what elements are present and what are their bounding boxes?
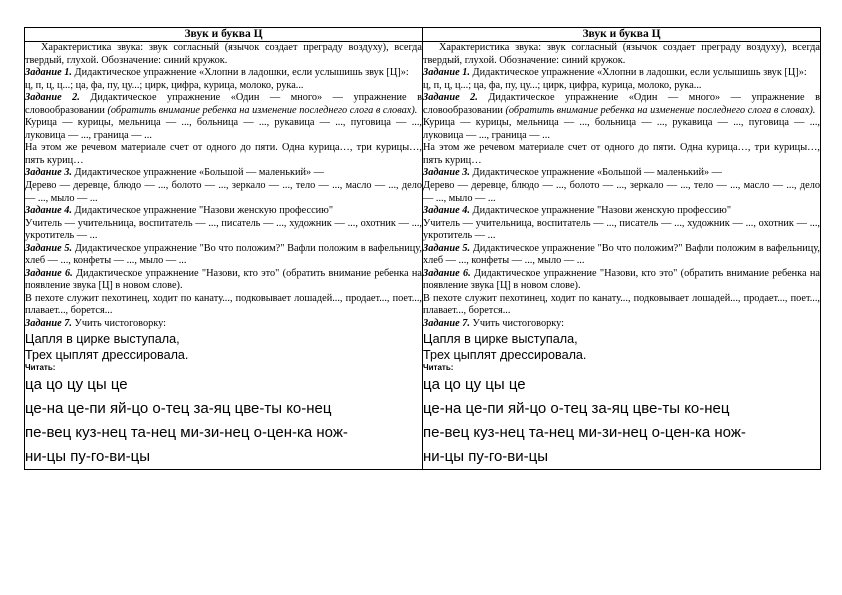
syllable-line-4: ни-цы пу-го-ви-цы: [25, 447, 151, 465]
task-6-text: Дидактическое упражнение "Назови, кто это" (обратить внимание ребенка на появление звука [Ц] в новом слове).: [423, 267, 820, 292]
task-2-label: Задание 2.: [423, 92, 478, 104]
task-2-words: Курица — курицы, мельница — ..., больница — ..., рукавица — ..., пуговица — ..., луковица — ..., граница — ...: [423, 117, 820, 141]
task-6-label: Задание 6.: [25, 267, 73, 279]
tongue-twister-line-2: Трех цыплят дрессировала.: [25, 347, 189, 362]
task-5-label: Задание 5.: [423, 242, 471, 254]
task-4-words: Учитель — учительница, воспитатель — ..., писатель — ..., художник — ..., охотник — ..., укротитель — ...: [423, 217, 820, 242]
task-3: [25, 167, 422, 180]
syllable-line-1: ца цо цу цы це: [25, 375, 128, 393]
read-label: Читать:: [25, 362, 56, 372]
task-1-words: ц, п, ц, ц...; ца, фа, пу, цу...; цирк, цифра, курица, молоко, рука...: [25, 79, 304, 91]
task-2-count: На этом же речевом материале счет от одного до пяти. Одна курица…, три курицы…, пять куриц…: [423, 142, 820, 166]
task-3-label: Задание 3.: [25, 167, 72, 179]
task-2-label: Задание 2.: [25, 92, 80, 104]
task-4: [423, 205, 820, 218]
task-3-text: Дидактическое упражнение «Большой — маленький» —: [71, 167, 324, 179]
syllable-line-2: це-на це-пи яй-цо о-тец за-яц цве-ты ко-нец: [25, 399, 332, 417]
task-4-text: Дидактическое упражнение "Назови женскую профессию": [71, 205, 334, 217]
task-4-label: Задание 4.: [423, 205, 470, 217]
task-7: [423, 318, 820, 331]
task-3: [423, 167, 820, 180]
left-column-title: Звук и буква Ц: [25, 28, 423, 42]
task-1: [423, 67, 820, 80]
task-3-label: Задание 3.: [423, 167, 470, 179]
tongue-twister-line-1: Цапля в цирке выступала,: [423, 331, 578, 346]
task-2-note: (обратить внимание ребенка на изменение последнего слога в словах).: [107, 104, 418, 116]
task-6-label: Задание 6.: [423, 267, 471, 279]
task-1-label: Задание 1.: [423, 67, 470, 79]
sound-intro: Характеристика звука: звук согласный (язычок создает преграду воздуху), всегда твердый, глухой. Обозначение: синий кружок.: [25, 42, 422, 66]
task-5-label: Задание 5.: [25, 242, 73, 254]
task-5-text: Дидактическое упражнение "Во что положим?" Вафли положим в вафельницу, хлеб — ..., конфеты — ..., мыло — ...: [25, 242, 422, 267]
task-5: [423, 243, 820, 268]
task-4-label: Задание 4.: [25, 205, 72, 217]
task-4: [25, 205, 422, 218]
tongue-twister-line-1: Цапля в цирке выступала,: [25, 331, 180, 346]
task-1: [25, 67, 422, 80]
task-4-words: Учитель — учительница, воспитатель — ..., писатель — ..., художник — ..., охотник — ..., укротитель — ...: [25, 217, 422, 242]
sound-intro: Характеристика звука: звук согласный (язычок создает преграду воздуху), всегда твердый, глухой. Обозначение: синий кружок.: [423, 42, 820, 66]
task-6: [423, 268, 820, 293]
right-column-title: Звук и буква Ц: [423, 28, 821, 42]
task-3-words: Дерево — деревце, блюдо — ..., болото — ..., зеркало — ..., тело — ..., масло — ..., дело — ..., мыло — ...: [423, 180, 820, 204]
task-5-text: Дидактическое упражнение "Во что положим?" Вафли положим в вафельницу, хлеб — ..., конфеты — ..., мыло — ...: [423, 242, 820, 267]
task-1-words: ц, п, ц, ц...; ца, фа, пу, цу...; цирк, цифра, курица, молоко, рука...: [423, 79, 702, 91]
syllable-line-1: ца цо цу цы це: [423, 375, 526, 393]
task-2: [423, 92, 820, 117]
task-2-note: (обратить внимание ребенка на изменение последнего слога в словах).: [505, 104, 816, 116]
task-2-words: Курица — курицы, мельница — ..., больница — ..., рукавица — ..., пуговица — ..., луковица — ..., граница — ...: [25, 117, 422, 141]
task-3-text: Дидактическое упражнение «Большой — маленький» —: [469, 167, 722, 179]
task-6-text: Дидактическое упражнение "Назови, кто это" (обратить внимание ребенка на появление звука [Ц] в новом слове).: [25, 267, 422, 292]
task-7-text: Учить чистоговорку:: [71, 318, 166, 330]
task-3-words: Дерево — деревце, блюдо — ..., болото — ..., зеркало — ..., тело — ..., масло — ..., дело — ..., мыло — ...: [25, 180, 422, 204]
task-7-label: Задание 7.: [25, 318, 72, 330]
task-5: [25, 243, 422, 268]
task-1-label: Задание 1.: [25, 67, 72, 79]
task-2: [25, 92, 422, 117]
left-column-body: [25, 42, 423, 470]
syllable-line-4: ни-цы пу-го-ви-цы: [423, 447, 549, 465]
task-7: [25, 318, 422, 331]
tongue-twister-line-2: Трех цыплят дрессировала.: [423, 347, 587, 362]
task-6: [25, 268, 422, 293]
task-2-text: Дидактическое упражнение «Один — много» — упражнение в словообразовании: [423, 92, 820, 116]
task-2-count: На этом же речевом материале счет от одного до пяти. Одна курица…, три курицы…, пять куриц…: [25, 142, 422, 166]
read-label: Читать:: [423, 362, 454, 372]
task-7-text: Учить чистоговорку:: [469, 318, 564, 330]
task-7-label: Задание 7.: [423, 318, 470, 330]
syllable-line-2: це-на це-пи яй-цо о-тец за-яц цве-ты ко-нец: [423, 399, 730, 417]
syllable-line-3: пе-вец куз-нец та-нец ми-зи-нец о-цен-ка нож-: [25, 423, 348, 441]
task-6-words: В пехоте служит пехотинец, ходит по канату..., подковывает лошадей..., продает..., поет..., плавает..., борется...: [423, 292, 820, 317]
task-6-words: В пехоте служит пехотинец, ходит по канату..., подковывает лошадей..., продает..., поет..., плавает..., борется...: [25, 292, 422, 317]
task-4-text: Дидактическое упражнение "Назови женскую профессию": [469, 205, 732, 217]
title-row: [25, 28, 821, 42]
task-1-text: Дидактическое упражнение «Хлопни в ладошки, если услышишь звук [Ц]»:: [469, 67, 807, 79]
task-2-text: Дидактическое упражнение «Один — много» — упражнение в словообразовании: [25, 92, 422, 116]
worksheet-table: [24, 27, 821, 470]
syllable-line-3: пе-вец куз-нец та-нец ми-зи-нец о-цен-ка нож-: [423, 423, 746, 441]
content-row: [25, 42, 821, 470]
right-column-body: [423, 42, 821, 470]
task-1-text: Дидактическое упражнение «Хлопни в ладошки, если услышишь звук [Ц]»:: [71, 67, 409, 79]
